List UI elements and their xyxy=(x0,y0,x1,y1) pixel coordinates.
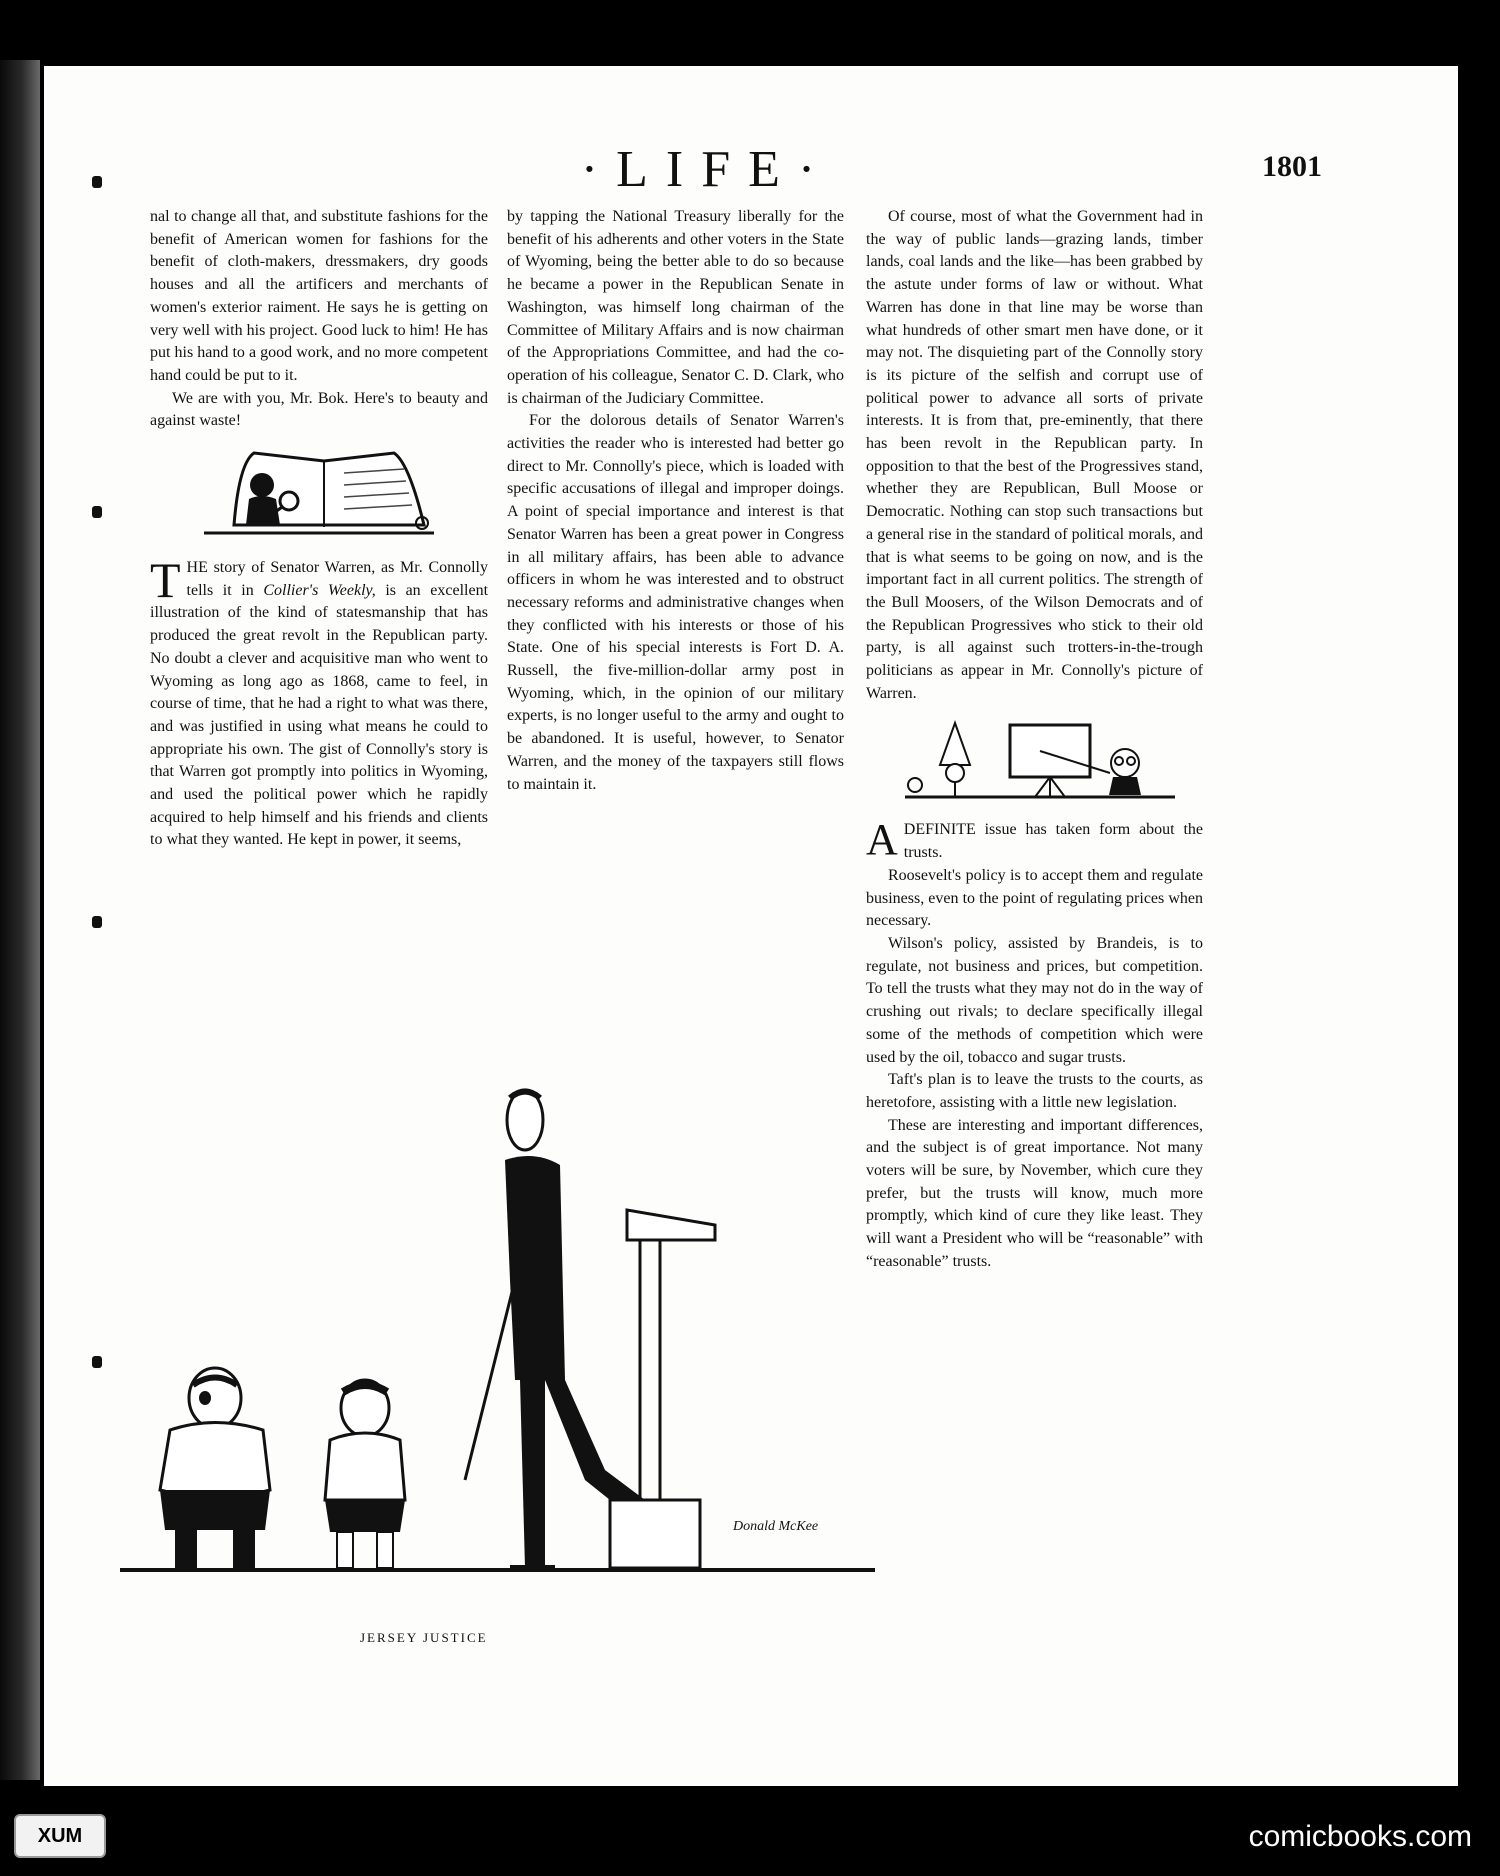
paragraph: by tapping the National Treasury liberally for the benefit of his adherents and other voters in the State of Wyoming, being the better able to do so because he became a power in the Republican Senate in Washington, was himself long chairman of the Committee of Military Affairs and is now chairman of the Appropriations Committee, and had the co-operation of his colleague, Senator C. D. Clark, who is chairman of the Judiciary Committee. xyxy=(507,208,844,407)
column-2 xyxy=(507,206,844,796)
cartoon-figure-tall-man xyxy=(465,1090,645,1568)
article-paragraph: ADEFINITE issue has taken form about the trusts. xyxy=(866,815,1203,865)
cartoon-lectern xyxy=(610,1210,715,1568)
cartoon-figure-small-boy xyxy=(325,1380,405,1568)
paragraph: We are with you, Mr. Bok. Here's to beauty and against waste! xyxy=(150,389,488,430)
book-spine xyxy=(0,60,40,1780)
paragraph: nal to change all that, and substitute fashions for the benefit of American women for fashions for the benefit of cloth-makers, dressmakers, dry goods houses and all the artificers and merchants of women's exterior raiment. He says he is getting on very well with his project. Good luck to him! He has put his hand to a good work, and no more competent hand could be put to it. xyxy=(150,208,488,384)
jersey-justice-cartoon xyxy=(115,1080,885,1620)
paragraph: Wilson's policy, assisted by Brandeis, is to regulate, not business and prices, but competition. To tell the trusts what they may not do in the way of crushing out rivals; to declare specifically illegal some of the methods of competition which were used by the oil, tobacco and sugar trusts. xyxy=(866,934,1203,1066)
binding-mark xyxy=(92,916,102,928)
column-1 xyxy=(150,206,488,852)
paragraph: Of course, most of what the Government had in the way of public lands—grazing lands, timber lands, coal lands and the like—has been grabbed by the astute under forms of law or without. What Warren has done in that line may be worse than what hundreds of other smart men have done, or it may not. The disquieting part of the Connolly story is its picture of the selfish and corrupt use of political power to advance all sorts of private interests. It is from that, pre-eminently, that there has been revolt in the Republican party. In opposition to that the best of the Progressives stand, whether they are Republican, Bull Moose or Democratic. Nothing can stop such transactions but a general rise in the standard of political morals, and that is what seems to be going on now, and is the important fact in all current politics. The strength of the Bull Moosers, of the Wilson Democrats and of the Republican Progressives who stick to their old party, is all against such trotters-in-the-trough politicians as appear in Mr. Connolly's picture of Warren. xyxy=(866,208,1203,702)
cartoon-caption: JERSEY JUSTICE xyxy=(360,1630,488,1645)
drop-cap: A xyxy=(866,815,898,865)
cartoon-figure-stout-boy xyxy=(160,1368,270,1568)
column-3 xyxy=(866,206,1203,1274)
paragraph: For the dolorous details of Senator Warren's activities the reader who is interested had better go direct to Mr. Connolly's piece, which is loaded with specific accusations of illegal and improper doings. A point of special importance and interest is that Senator Warren has been a great power in Congress in all military affairs, has been able to advance officers in whom he was interested and to obstruct necessary reforms and administrative changes when they conflicted with his interests or those of his State. One of his special interests is Fort D. A. Russell, the five-million-dollar army post in Wyoming, which, in the opinion of our military experts, is no longer useful to the army and ought to be abandoned. It is useful, however, to Senator Warren, and the money of the taxpayers still flows to maintain it. xyxy=(507,412,844,793)
artist-signature: Donald McKee xyxy=(733,1519,819,1534)
binding-mark xyxy=(92,506,102,518)
article-paragraph: THE story of Senator Warren, as Mr. Connolly tells it in Collier's Weekly, is an excellent illustration of the kind of statesmanship that has produced the great revolt in the Republican party. No doubt a clever and acquisitive man who went to Wyoming as long ago as 1868, came to feel, in course of time, that he had a right to what was there, and was justified in using what means he could to appropriate his own. The gist of Connolly's story is that Warren got promptly into politics in Wyoming, and used the political power which he rapidly acquired to help himself and his friends and clients to what they wanted. He kept in power, it seems, xyxy=(150,552,489,849)
lecture-vignette-illustration xyxy=(885,715,1185,805)
paragraph: These are interesting and important differences, and the subject is of great importance. Not many voters will be sure, by November, which cure they prefer, but the trusts will know, much more promptly, which kind of cure they like least. They will want a President who will be “reasonable” with “reasonable” trusts. xyxy=(866,1116,1203,1270)
page-number: 1801 xyxy=(1262,150,1322,183)
masthead-title: ·LIFE· xyxy=(580,141,834,198)
binding-mark xyxy=(92,1356,102,1368)
paragraph: Taft's plan is to leave the trusts to the courts, as heretofore, assisting with a little new legislation. xyxy=(866,1071,1203,1111)
paragraph: Roosevelt's policy is to accept them and regulate business, even to the point of regulating prices when necessary. xyxy=(866,866,1203,930)
site-watermark: comicbooks.com xyxy=(1248,1820,1472,1853)
page-tag: XUM xyxy=(14,1814,106,1858)
drop-cap: T xyxy=(150,552,181,609)
book-vignette-illustration xyxy=(194,443,444,543)
